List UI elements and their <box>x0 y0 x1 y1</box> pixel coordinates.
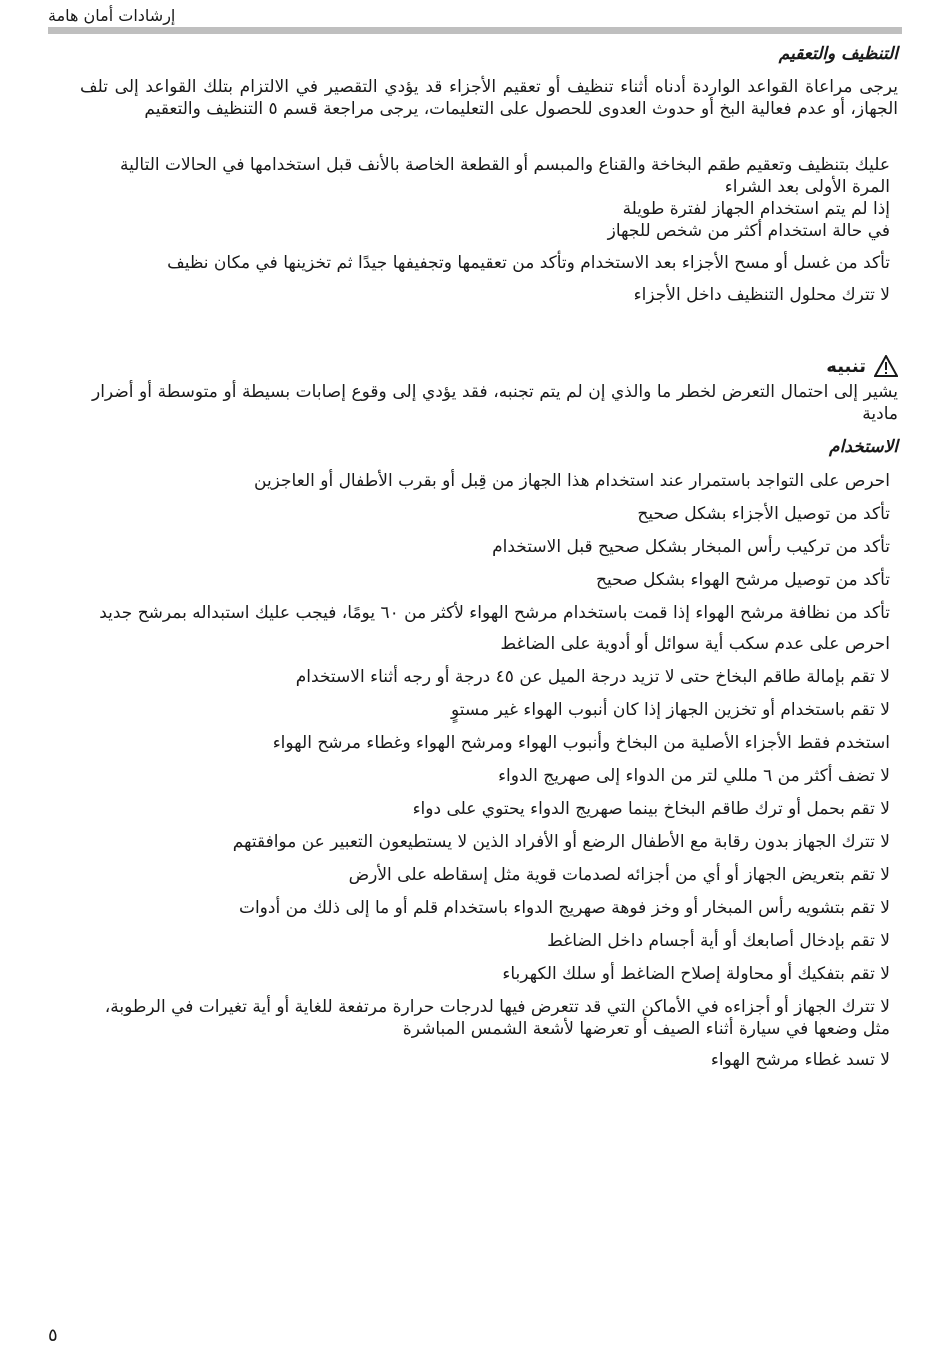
cleaning-sub-item: إذا لم يتم استخدام الجهاز لفترة طويلة <box>622 199 890 219</box>
cleaning-intro: يرجى مراعاة القواعد الواردة أدناه أثناء تنظيف أو تعقيم الأجزاء قد يؤدي التقصير في الالتزام بتلك القواعد إلى تلف الجهاز، أو عدم فعالية البخ أو حدوث العدوى للحصول على التعليمات، يرجى مراجعة قسم ٥ التنظيف والتعقيم <box>80 77 898 119</box>
usage-item: لا تسد غطاء مرشح الهواء <box>710 1050 890 1070</box>
warning-triangle-icon <box>874 355 898 377</box>
usage-item: تأكد من توصيل الأجزاء بشكل صحيح <box>637 504 890 524</box>
usage-item: تأكد من نظافة مرشح الهواء إذا قمت باستخدام مرشح الهواء لأكثر من ٦٠ يومًا، فيجب عليك استبداله بمرشح جديد <box>99 603 890 623</box>
usage-item: لا تترك الجهاز بدون رقابة مع الأطفال الرضع أو الأفراد الذين لا يستطيعون التعبير عن موافقتهم <box>232 832 890 852</box>
cleaning-list <box>80 154 890 306</box>
usage-item: تأكد من تركيب رأس المبخار بشكل صحيح قبل الاستخدام <box>492 537 890 557</box>
caution-label: تنبيه <box>826 355 866 377</box>
usage-item: لا تقم بإدخال أصابعك أو أية أجسام داخل الضاغط <box>547 931 890 951</box>
usage-item: تأكد من توصيل مرشح الهواء بشكل صحيح <box>596 570 890 590</box>
usage-item: لا تقم بإمالة طاقم البخاخ حتى لا تزيد درجة الميل عن ٤٥ درجة أو رجه أثناء الاستخدام <box>295 667 890 687</box>
cleaning-item-1-lead: عليك بتنظيف وتعقيم طقم البخاخة والقناع والمبسم أو القطعة الخاصة بالأنف قبل استخدامها في الحالات التالية <box>120 155 890 175</box>
header-title: إرشادات أمان هامة <box>48 6 176 25</box>
usage-item: لا تقم بتفكيك أو محاولة إصلاح الضاغط أو سلك الكهرباء <box>502 964 890 984</box>
usage-item: لا تقم بحمل أو ترك طاقم البخاخ بينما صهريج الدواء يحتوي على دواء <box>412 799 890 819</box>
usage-item: لا تقم بتعريض الجهاز أو أي من أجزائه لصدمات قوية مثل إسقاطه على الأرض <box>348 865 890 885</box>
usage-item: احرص على التواجد باستمرار عند استخدام هذا الجهاز من قِبل أو بقرب الأطفال أو العاجزين <box>254 471 890 491</box>
cleaning-item-2: تأكد من غسل أو مسح الأجزاء بعد الاستخدام وتأكد من تعقيمها وتجفيفها جيدًا ثم تخزينها في مكان نظيف <box>167 253 890 273</box>
usage-item: لا تضف أكثر من ٦ مللي لتر من الدواء إلى صهريج الدواء <box>498 766 890 786</box>
usage-item: لا تقم بتشويه رأس المبخار أو وخز فوهة صهريج الدواء باستخدام قلم أو ما إلى ذلك من أدوات <box>238 898 890 918</box>
usage-item: استخدم فقط الأجزاء الأصلية من البخاخ وأنبوب الهواء ومرشح الهواء وغطاء مرشح الهواء <box>272 733 890 753</box>
cleaning-item-3: لا تترك محلول التنظيف داخل الأجزاء <box>633 285 890 305</box>
cleaning-sub-item: المرة الأولى بعد الشراء <box>724 177 890 197</box>
usage-list <box>80 470 890 1082</box>
usage-item: لا تترك الجهاز أو أجزاءه في الأماكن التي قد تتعرض فيها لدرجات حرارة مرتفعة للغاية أو أية تغيرات في الرطوبة، مثل وضعها في سيارة أثناء الصيف أو تعرضها لأشعة الشمس المباشرة <box>104 997 890 1039</box>
caution-heading <box>826 355 898 377</box>
cleaning-heading: التنظيف والتعقيم <box>778 44 898 64</box>
header-rule <box>48 27 902 34</box>
caution-text: يشير إلى احتمال التعرض لخطر ما والذي إن لم يتم تجنبه، فقد يؤدي إلى وقوع إصابات بسيطة أو متوسطة أو أضرار مادية <box>92 382 898 424</box>
cleaning-sub-item: في حالة استخدام أكثر من شخص للجهاز <box>607 221 890 241</box>
usage-heading: الاستخدام <box>829 437 898 457</box>
usage-item: احرص على عدم سكب أية سوائل أو أدوية على الضاغط <box>500 634 890 654</box>
page-number: ٥ <box>48 1325 58 1346</box>
usage-item: لا تقم باستخدام أو تخزين الجهاز إذا كان أنبوب الهواء غير مستوٍ <box>451 700 890 720</box>
